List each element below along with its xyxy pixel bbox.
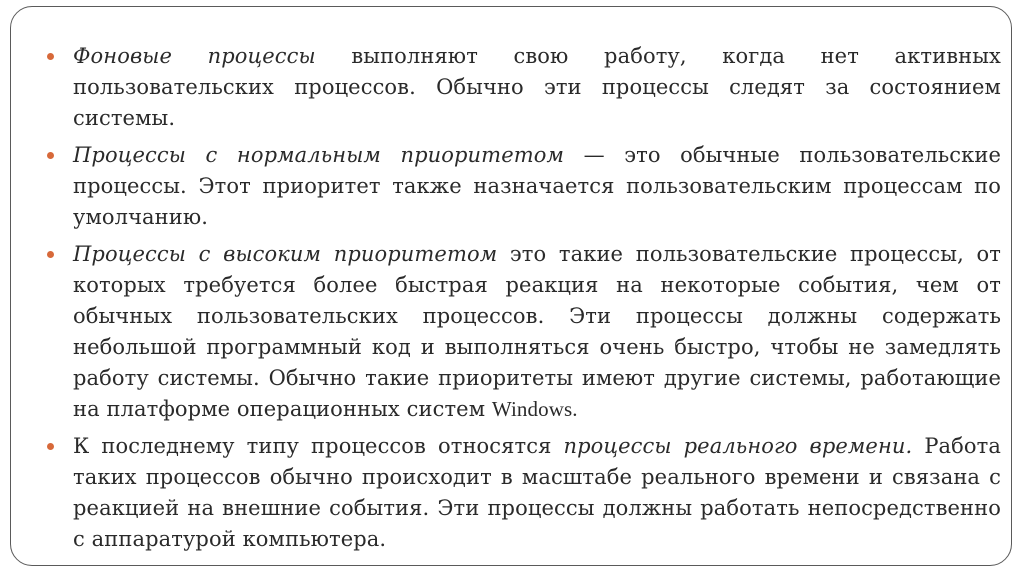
bullet-item-normal-priority (45, 140, 1001, 233)
bullet-dot-icon (47, 152, 54, 159)
bullet-dot-icon (47, 53, 54, 60)
bullet-dot-icon (47, 443, 54, 450)
term-realtime-processes: процессы реального времени. (563, 434, 913, 458)
bullet-text: выполняют свою работу, когда нет активных пользовательских процессов. Обычно эти процессы следят за состоянием системы. (73, 44, 1001, 130)
bullet-item-realtime (45, 431, 1001, 555)
bullet-text: это такие пользовательские процессы, от которых требуется более быстрая реакция на некоторые события, чем от обычных пользовательских процессов. Эти процессы должны содержать небольшой программный код и выполняться очень быстро, чтобы не замедлять работу системы. Обычно такие приоритеты имеют другие системы, работающие на платформе операционных систем (73, 242, 1001, 421)
bullet-text: — это обычные пользовательские процессы. Этот приоритет также назначается пользовательским процессам по умолчанию. (73, 143, 1002, 229)
bullet-lead: К последнему типу процессов относятся (73, 434, 564, 458)
term-high-priority: Процессы с высоким приоритетом (73, 242, 498, 266)
windows-word: Windows. (491, 397, 578, 421)
term-background-processes: Фоновые процессы (73, 44, 316, 68)
slide-frame (10, 6, 1012, 566)
bullet-item-background-processes (45, 41, 1001, 134)
bullet-text: Работа таких процессов обычно происходит в масштабе реального времени и связана с реакцией на внешние события. Эти процессы должны работать непосредственно с аппаратурой компьютера. (73, 434, 1001, 551)
bullet-item-high-priority (45, 239, 1001, 425)
bullet-dot-icon (47, 251, 54, 258)
bullet-list (45, 41, 1001, 561)
term-normal-priority: Процессы с нормальным приоритетом (73, 143, 564, 167)
